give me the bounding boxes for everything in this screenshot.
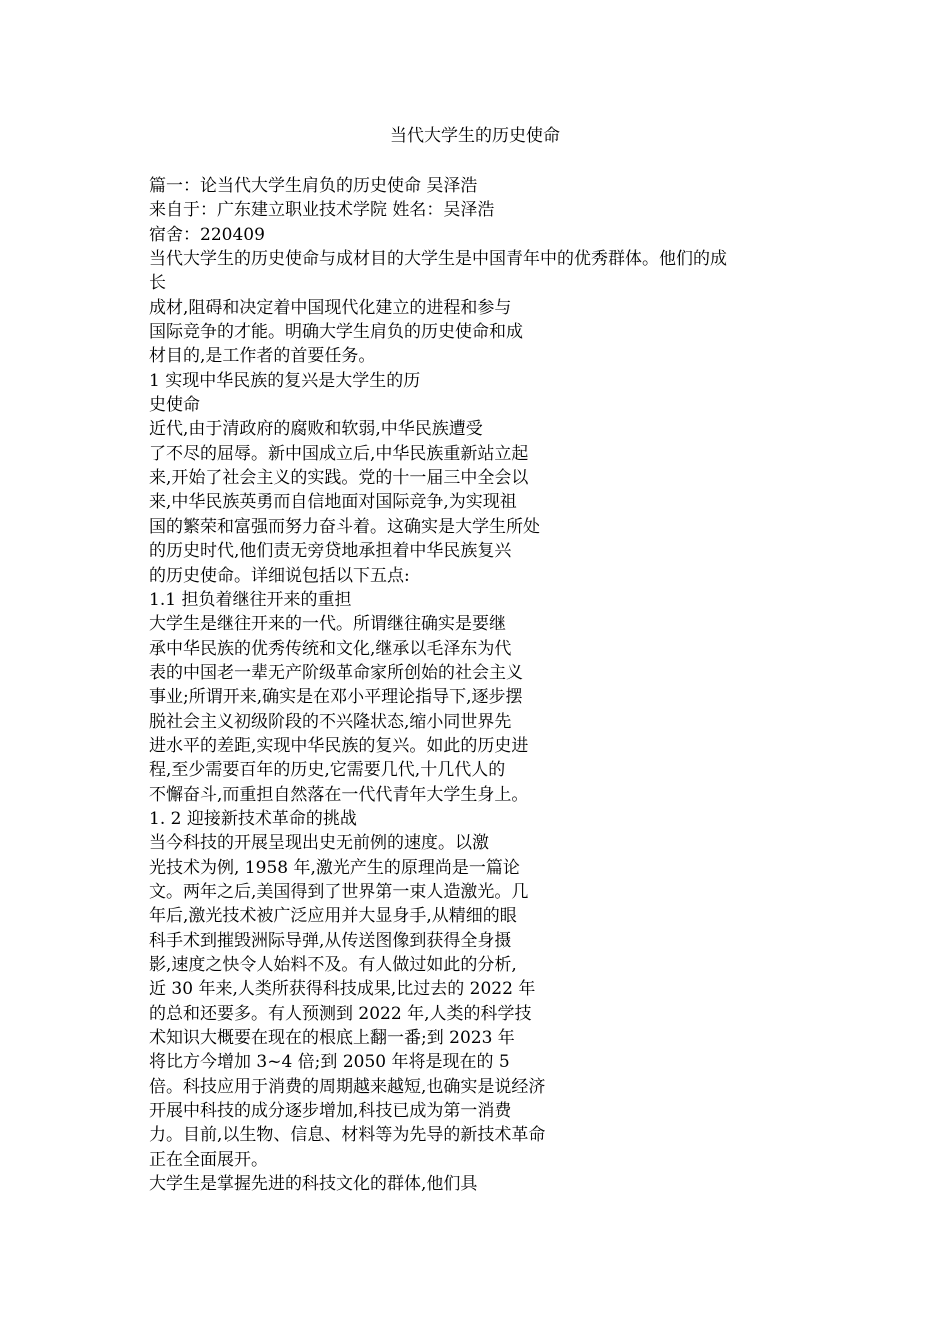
text-line: 倍。科技应用于消费的周期越来越短,也确实是说经济 — [149, 1076, 546, 1097]
text-line: 的历史使命。详细说包括以下五点: — [149, 565, 410, 586]
text-line: 来自于：广东建立职业技术学院 姓名：吴泽浩 — [149, 200, 495, 221]
text-line: 光技术为例, 1958 年,激光产生的原理尚是一篇论 — [149, 857, 520, 878]
text-line: 近代,由于清政府的腐败和软弱,中华民族遭受 — [149, 419, 483, 440]
text-line: 开展中科技的成分逐步增加,科技已成为第一消费 — [149, 1101, 512, 1122]
text-line: 近 30 年来,人类所获得科技成果,比过去的 2022 年 — [149, 979, 536, 1000]
text-line: 当今科技的开展呈现出史无前例的速度。以激 — [149, 833, 489, 854]
text-line: 史使命 — [149, 395, 200, 416]
text-line: 大学生是掌握先进的科技文化的群体,他们具 — [149, 1174, 478, 1195]
text-line: 的历史时代,他们责无旁贷地承担着中华民族复兴 — [149, 541, 512, 562]
text-line: 大学生是继往开来的一代。所谓继往确实是要继 — [149, 614, 506, 635]
text-line: 将比方今增加 3~4 倍;到 2050 年将是现在的 5 — [149, 1052, 510, 1073]
text-line: 当代大学生的历史使命与成材目的大学生是中国青年中的优秀群体。他们的成 — [149, 249, 727, 270]
text-line: 不懈奋斗,而重担自然落在一代代青年大学生身上。 — [149, 784, 529, 805]
text-line: 科手术到摧毁洲际导弹,从传送图像到获得全身摄 — [149, 930, 512, 951]
text-line: 来,中华民族英勇而自信地面对国际竞争,为实现祖 — [149, 492, 517, 513]
text-line: 表的中国老一辈无产阶级革命家所创始的社会主义 — [149, 662, 523, 683]
text-line: 程,至少需要百年的历史,它需要几代,十几代人的 — [149, 760, 506, 781]
text-line: 长 — [149, 273, 166, 294]
text-line: 的总和还要多。有人预测到 2022 年,人类的科学技 — [149, 1003, 532, 1024]
text-line: 事业;所谓开来,确实是在邓小平理论指导下,逐步摆 — [149, 687, 523, 708]
text-line: 正在全面展开。 — [149, 1149, 268, 1170]
text-line: 影,速度之快令人始料不及。有人做过如此的分析, — [149, 955, 517, 975]
text-line: 国际竞争的才能。明确大学生肩负的历史使命和成 — [149, 322, 523, 343]
document-title: 当代大学生的历史使命 — [390, 126, 560, 146]
text-line: 年后,激光技术被广泛应用并大显身手,从精细的眼 — [149, 906, 517, 927]
document-body — [149, 174, 829, 1196]
text-line: 国的繁荣和富强而努力奋斗着。这确实是大学生所处 — [149, 516, 540, 537]
text-line: 来,开始了社会主义的实践。党的十一届三中全会以 — [149, 468, 529, 489]
text-line: 1. 2 迎接新技术革命的挑战 — [149, 808, 357, 829]
text-line: 篇一：论当代大学生肩负的历史使命 吴泽浩 — [149, 176, 478, 196]
text-line: 宿舍：220409 — [149, 224, 265, 245]
text-line: 承中华民族的优秀传统和文化,继承以毛泽东为代 — [149, 638, 512, 659]
text-line: 材目的,是工作者的首要任务。 — [149, 346, 376, 367]
text-line: 成材,阻碍和决定着中国现代化建立的进程和参与 — [149, 297, 512, 318]
text-line: 术知识大概要在现在的根底上翻一番;到 2023 年 — [149, 1028, 515, 1049]
text-line: 1.1 担负着继往开来的重担 — [149, 589, 352, 610]
text-line: 进水平的差距,实现中华民族的复兴。如此的历史进 — [149, 735, 529, 756]
text-line: 了不尽的屈辱。新中国成立后,中华民族重新站立起 — [149, 443, 529, 464]
text-line: 脱社会主义初级阶段的不兴隆状态,缩小同世界先 — [149, 711, 512, 732]
text-line: 文。两年之后,美国得到了世界第一束人造激光。几 — [149, 881, 529, 902]
text-line: 1 实现中华民族的复兴是大学生的历 — [149, 370, 421, 391]
text-line: 力。目前,以生物、信息、材料等为先导的新技术革命 — [149, 1125, 546, 1146]
